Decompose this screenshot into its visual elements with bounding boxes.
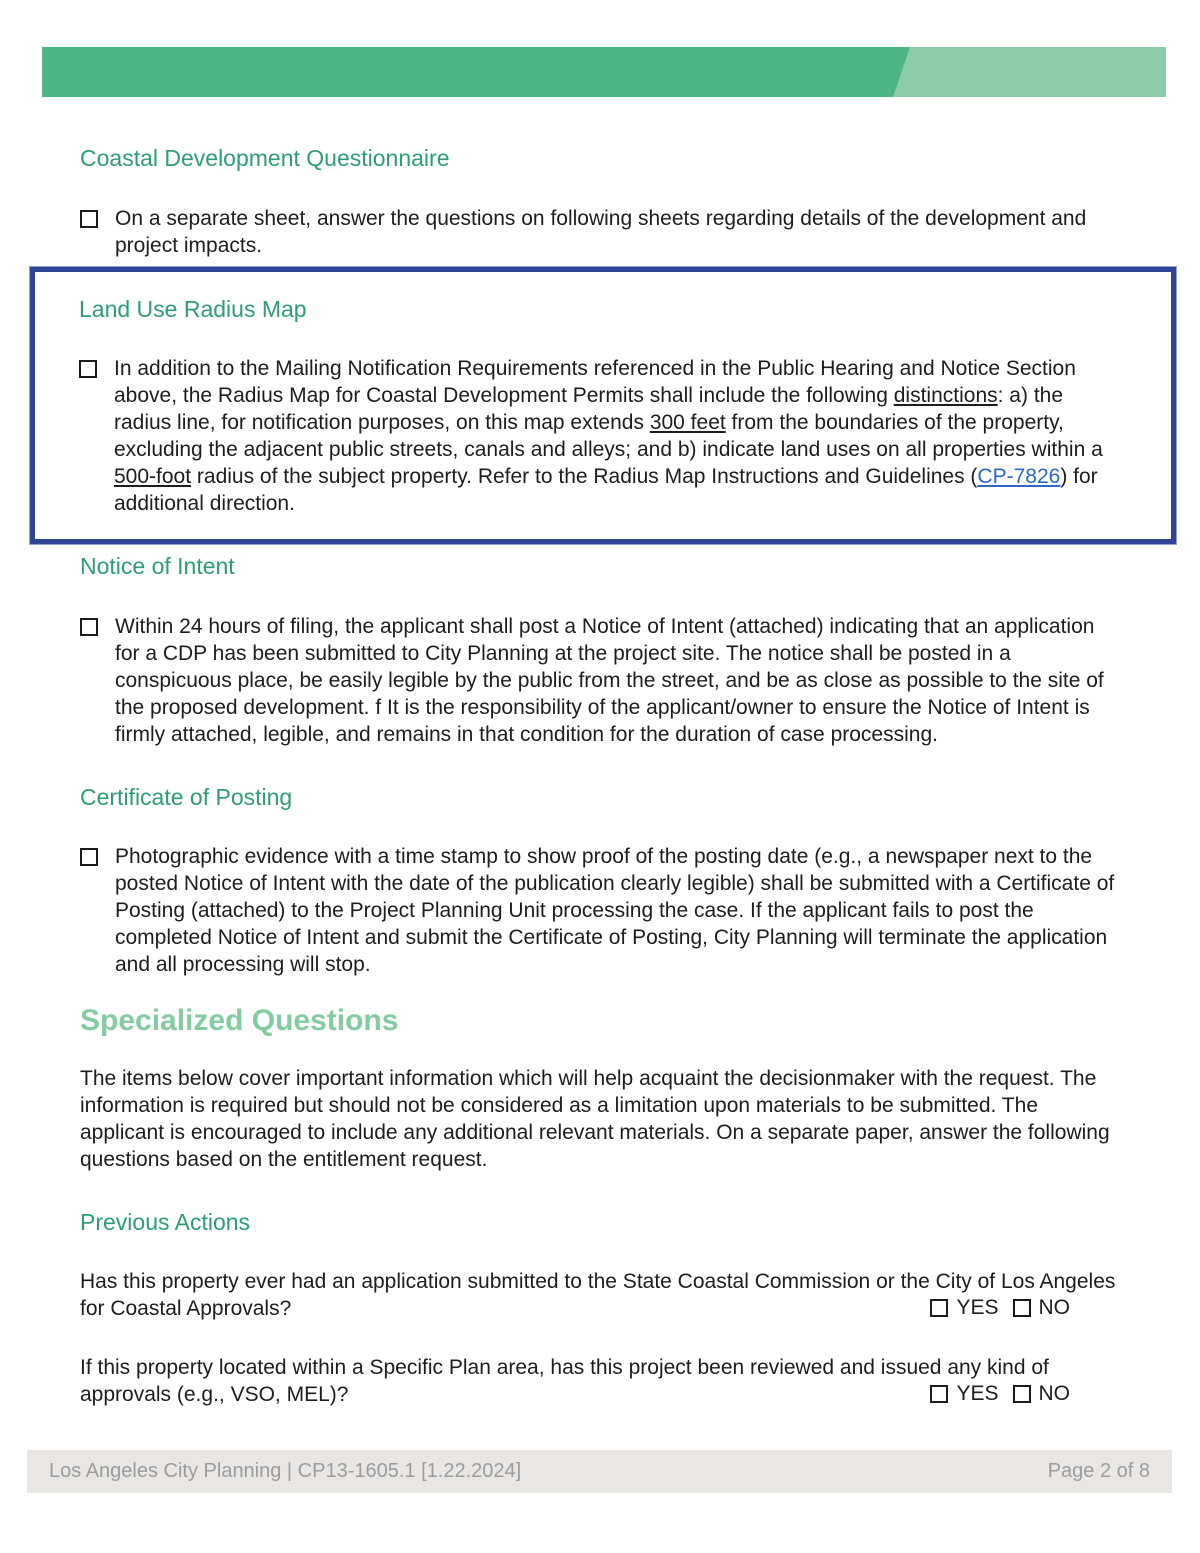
specialized-questions-intro: The items below cover important information which will help acquaint the decisionmaker with the request. The information is required but should not be considered as a limitation upon materials to be submitted. The applicant is encouraged to include any additional relevant materials. On a separate paper, answer the following questions based on the entitlement request. (80, 1066, 1110, 1171)
no-label: NO (1038, 1296, 1070, 1320)
yes-checkbox-icon[interactable] (930, 1299, 948, 1317)
section-heading-notice-of-intent: Notice of Intent (80, 553, 235, 580)
yes-no-group (930, 1380, 1070, 1407)
checkbox-icon[interactable] (80, 618, 98, 636)
yes-no-group (930, 1294, 1070, 1321)
checklist-item-text: On a separate sheet, answer the questions on following sheets regarding details of the development and project impacts. (115, 206, 1087, 257)
question-specific-plan (80, 1354, 1120, 1408)
no-checkbox-icon[interactable] (1013, 1299, 1031, 1317)
header-bar-accent (893, 47, 1166, 97)
no-label: NO (1038, 1382, 1070, 1406)
yes-label: YES (956, 1296, 999, 1320)
checkbox-icon[interactable] (80, 848, 98, 866)
section-heading-coastal-development-questionnaire: Coastal Development Questionnaire (80, 145, 450, 171)
big-heading-specialized-questions: Specialized Questions (80, 1004, 399, 1038)
yes-label: YES (956, 1382, 999, 1406)
checklist-item-notice-of-intent (80, 613, 1120, 748)
question-coastal-commission (80, 1268, 1120, 1322)
checkbox-icon[interactable] (79, 360, 97, 378)
checklist-item-land-use-radius-map (79, 355, 1121, 517)
footer-bar (27, 1450, 1172, 1493)
no-checkbox-icon[interactable] (1013, 1385, 1031, 1403)
question-text: If this property located within a Specific Plan area, has this project been reviewed and issued any kind of approvals (e.g., VSO, MEL)? (80, 1356, 1049, 1407)
land-use-highlight-box (30, 267, 1176, 545)
checkbox-icon[interactable] (80, 210, 98, 228)
checklist-item-certificate-of-posting (80, 843, 1120, 978)
cp-7826-link[interactable]: CP-7826 (977, 465, 1061, 489)
header-bar (42, 47, 1166, 97)
checklist-item-text: Within 24 hours of filing, the applicant shall post a Notice of Intent (attached) indicating that an application for a CDP has been submitted to City Planning at the project site. The notice shall be posted in a conspicuous place, be easily legible by the public from the street, and be as close as possible to the site of the proposed development. f It is the responsibility of the applicant/owner to ensure the Notice of Intent is firmly attached, legible, and remains in that condition for the duration of case processing. (115, 614, 1104, 746)
footer-document-id: Los Angeles City Planning | CP13-1605.1 [1.22.2024] (49, 1460, 522, 1482)
section-heading-previous-actions: Previous Actions (80, 1208, 251, 1235)
yes-checkbox-icon[interactable] (930, 1385, 948, 1403)
page-content (0, 145, 1200, 1408)
checklist-item-text: In addition to the Mailing Notification Requirements referenced in the Public Hearing and Notice Section above, the Radius Map for Coastal Development Permits shall include the following distinctions: a) the radius line, for notification purposes, on this map extends 300 feet from the boundaries of the property, excluding the adjacent public streets, canals and alleys; and b) indicate land uses on all properties within a 500-foot radius of the subject property. Refer to the Radius Map Instructions and Guidelines (CP-7826) for additional direction. (114, 357, 1103, 516)
section-heading-land-use-radius-map: Land Use Radius Map (79, 295, 307, 322)
footer-page-number: Page 2 of 8 (1047, 1460, 1150, 1482)
section-heading-certificate-of-posting: Certificate of Posting (80, 783, 293, 810)
checklist-item-coastal-questionnaire (80, 205, 1120, 259)
checklist-item-text: Photographic evidence with a time stamp to show proof of the posting date (e.g., a newspaper next to the posted Notice of Intent with the date of the publication clearly legible) shall be submitted with a Certificate of Posting (attached) to the Project Planning Unit processing the case. If the applicant fails to post the completed Notice of Intent and submit the Certificate of Posting, City Planning will terminate the application and all processing will stop. (115, 845, 1115, 977)
question-text: Has this property ever had an application submitted to the State Coastal Commission or the City of Los Angeles for Coastal Approvals? (80, 1270, 1116, 1321)
